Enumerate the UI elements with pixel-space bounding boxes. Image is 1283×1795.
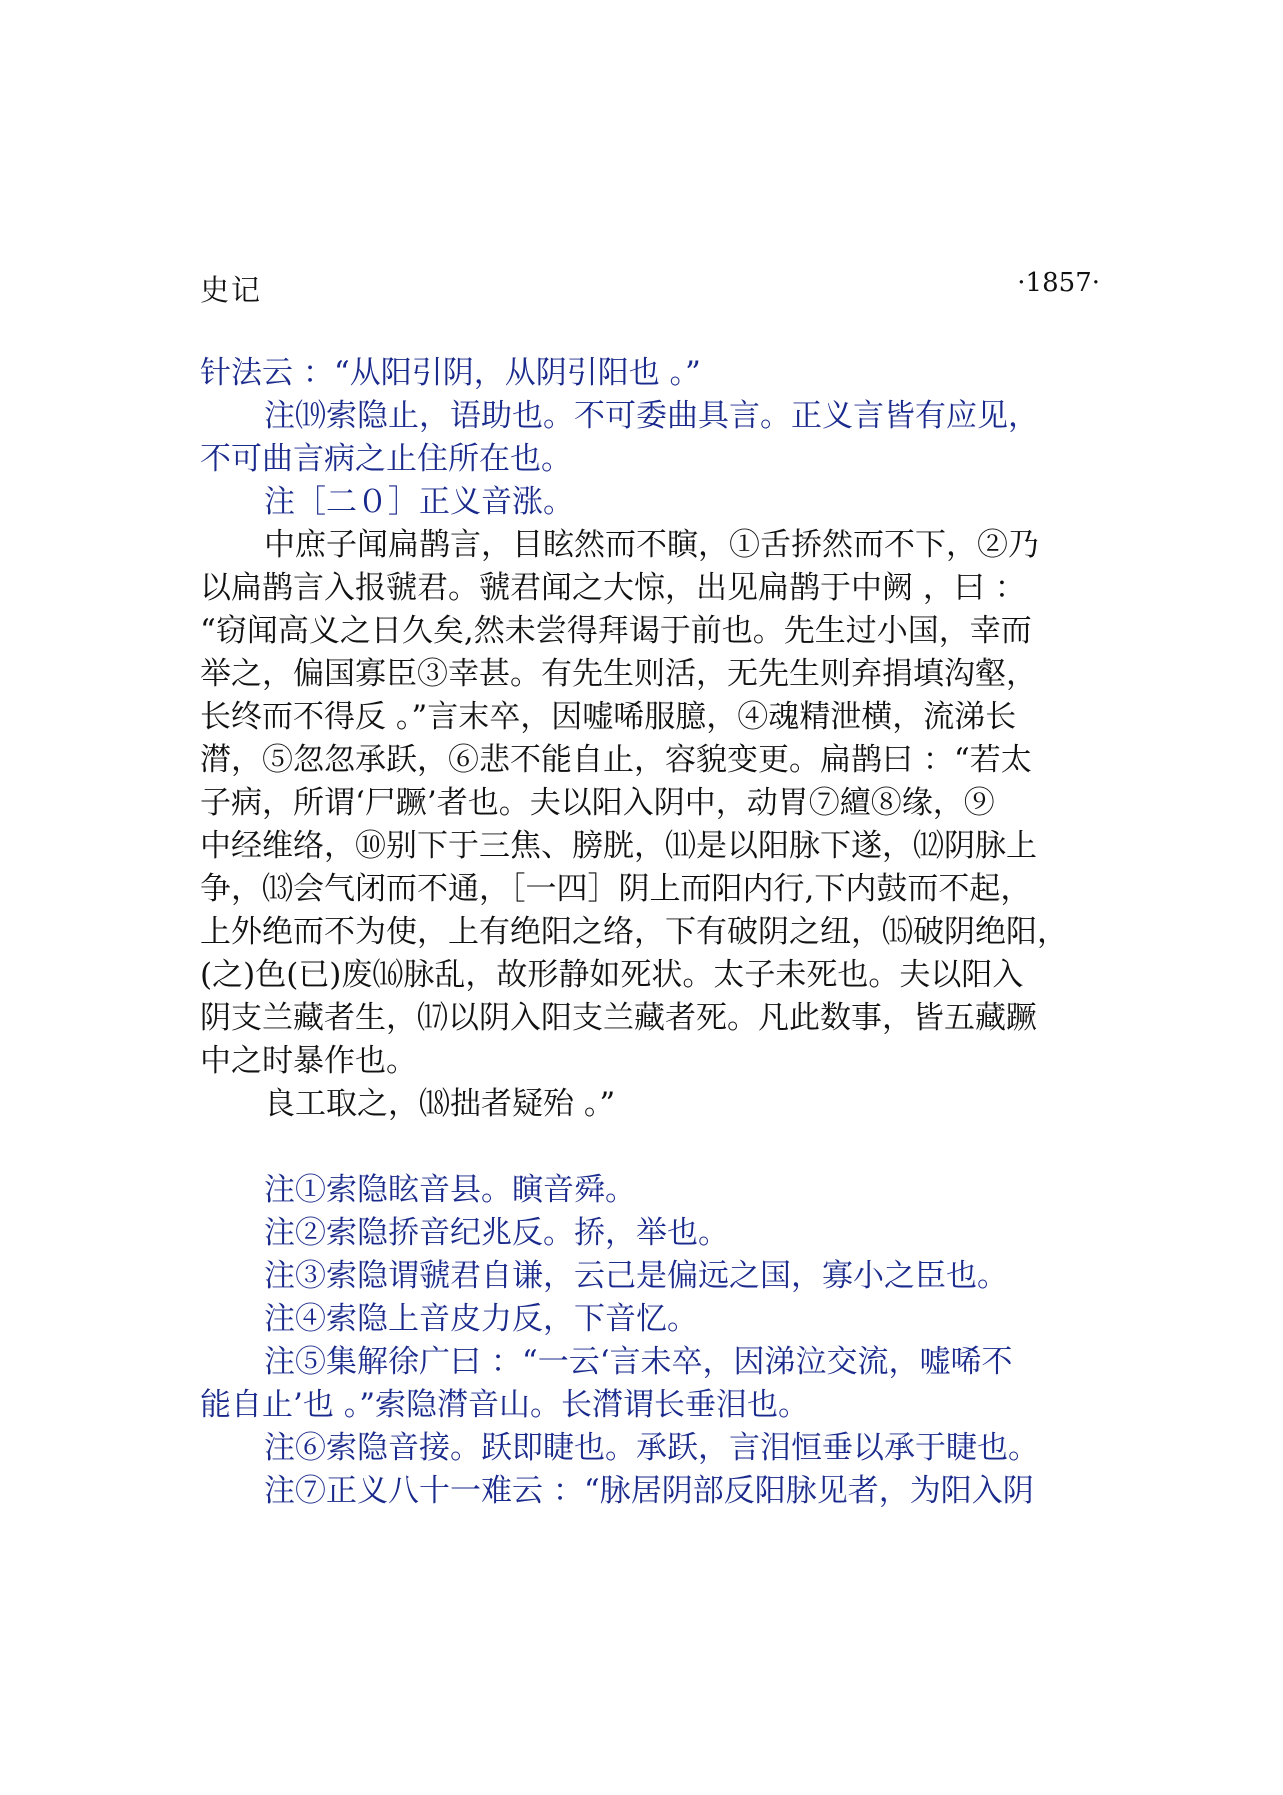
main-text-line: 举之，偏国寡臣③幸甚。有先生则活，无先生则弃捐填沟壑， <box>200 656 1037 692</box>
main-text-line: 阴支兰藏者生，⒄以阴入阳支兰藏者死。凡此数事，皆五藏蹶 <box>200 1000 1037 1036</box>
annotation-line: 不可曲言病之止住所在也。 <box>200 441 572 477</box>
main-text-line: (之)色(已)废⒃脉乱，故形静如死状。太子未死也。夫以阳入 <box>200 957 1024 993</box>
main-text-line: 中经维络，⑩别下于三焦、膀胱，⑾是以阳脉下遂，⑿阴脉上 <box>200 828 1037 864</box>
annotation-line: 针法云 ：“从阳引阴，从阴引阳也 。” <box>200 355 701 391</box>
note-line: 注③索隐谓虢君自谦，云己是偏远之国，寡小之臣也。 <box>264 1258 1008 1294</box>
annotation-line: 注［二０］正义音涨。 <box>264 484 574 520</box>
main-text-line: “窃闻高义之日久矣,然未尝得拜谒于前也。先生过小国，幸而 <box>200 613 1032 649</box>
note-line: 能自止’也 。”索隐潸音山。长潸谓长垂泪也。 <box>200 1387 810 1423</box>
note-line: 注④索隐上音皮力反，下音忆。 <box>264 1301 698 1337</box>
note-line: 注①索隐眩音县。瞚音舜。 <box>264 1172 636 1208</box>
note-line: 注⑦正义八十一难云 ：“脉居阴部反阳脉见者，为阳入阴 <box>264 1473 1034 1509</box>
page-body <box>200 352 1100 1513</box>
main-text-line: 中之时暴作也。 <box>200 1043 417 1079</box>
main-text-line: 上外绝而不为使，上有绝阳之络，下有破阴之纽，⒂破阴绝阳， <box>200 914 1068 950</box>
main-text-line: 子病，所谓‘尸蹶’者也。夫以阳入阴中，动胃⑦繵⑧缘，⑨ <box>200 785 995 821</box>
paragraph-gap <box>200 1126 1100 1169</box>
main-text-line: 良工取之，⒅拙者疑殆 。” <box>264 1086 616 1122</box>
main-text-line: 中庶子闻扁鹊言，目眩然而不瞚，①舌挢然而不下，②乃 <box>264 527 1039 563</box>
main-text-line: 潸，⑤忽忽承跃，⑥悲不能自止，容貌变更。扁鹊曰 ：“若太 <box>200 742 1032 778</box>
note-line: 注⑤集解徐广曰 ：“一云‘言未卒，因涕泣交流，嘘唏不 <box>264 1344 1013 1380</box>
note-line: 注②索隐挢音纪兆反。挢，举也。 <box>264 1215 729 1251</box>
annotation-line: 注⒆索隐止，语助也。不可委曲具言。正义言皆有应见， <box>264 398 1039 434</box>
main-text-line: 争，⒀会气闭而不通，［一四］阴上而阳内行,下内鼓而不起， <box>200 871 1032 907</box>
book-title: 史记 <box>200 273 263 307</box>
page-header <box>200 268 1100 308</box>
main-text-line: 以扁鹊言入报虢君。虢君闻之大惊，出见扁鹊于中阙 ，曰 ： <box>200 570 1026 606</box>
note-line: 注⑥索隐音接。跃即睫也。承跃，言泪恒垂以承于睫也。 <box>264 1430 1039 1466</box>
page-number: ·1857· <box>1017 268 1100 298</box>
main-text-line: 长终而不得反 。”言末卒，因嘘唏服臆，④魂精泄横，流涕长 <box>200 699 1017 735</box>
